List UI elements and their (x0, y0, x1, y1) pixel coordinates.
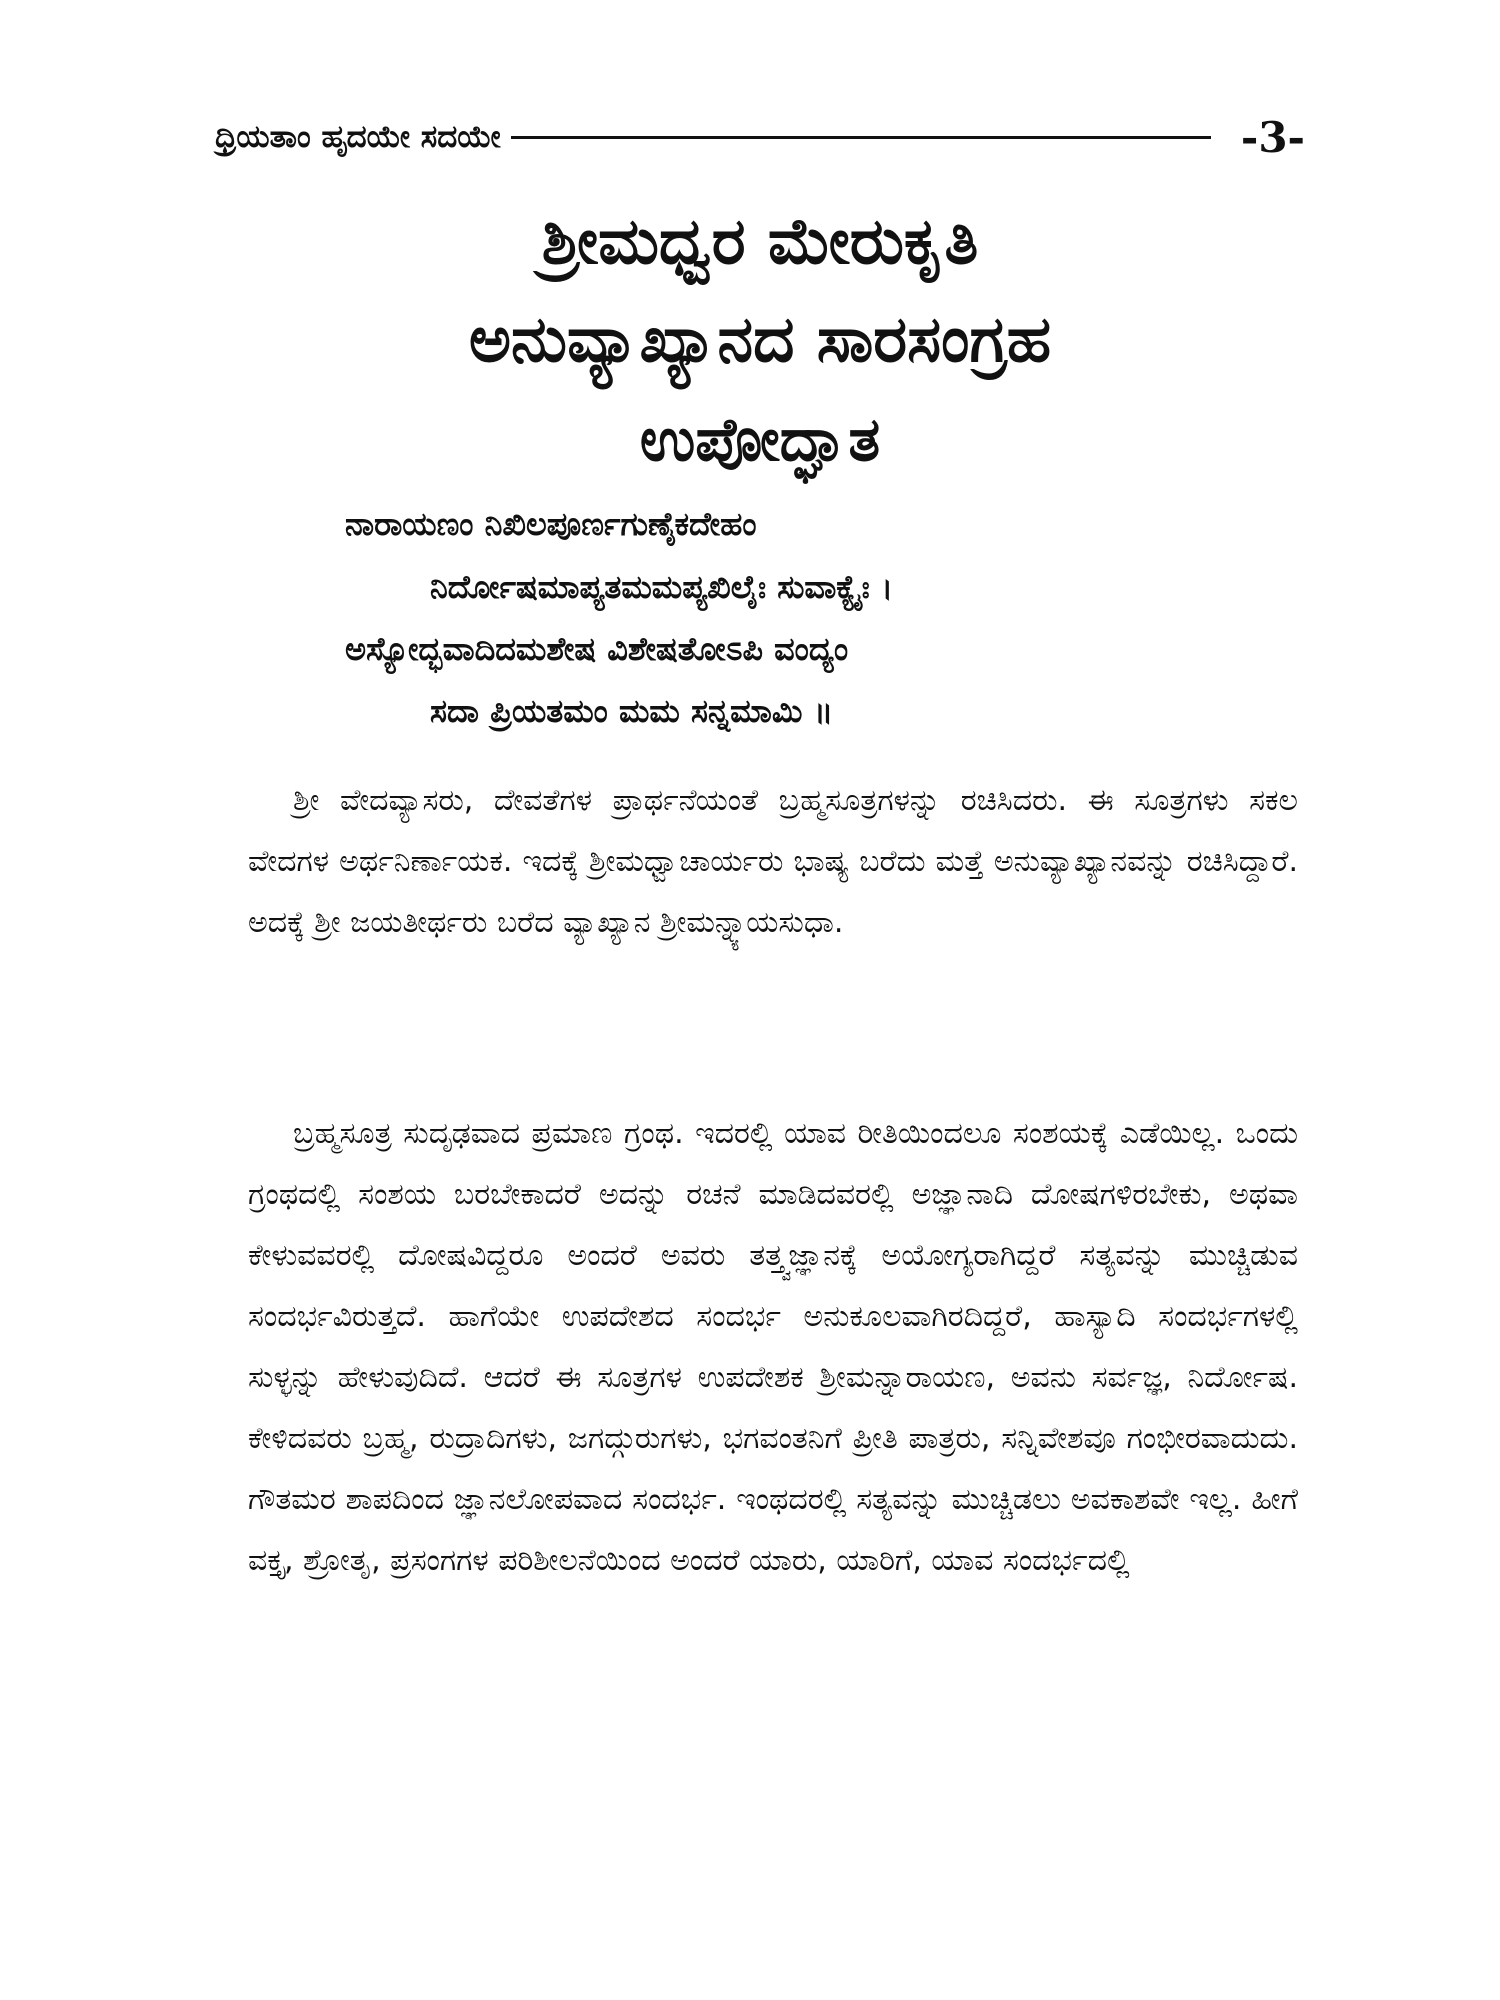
running-header (215, 112, 1305, 162)
header-rule (511, 136, 1211, 139)
verse-line-4: ಸದಾ ಪ್ರಿಯತಮಂ ಮಮ ಸನ್ನಮಾಮಿ ॥ (430, 692, 834, 730)
verse-line-2: ನಿರ್ದೋಷಮಾಪ್ಯತಮಮಪ್ಯಖಿಲೈಃ ಸುವಾಕ್ಯೈಃ । (430, 568, 893, 606)
book-title-line-2: ಅನುವ್ಯಾಖ್ಯಾನದ ಸಾರಸಂಗ್ರಹ (468, 303, 1052, 377)
body-paragraph-1: ಶ್ರೀ ವೇದವ್ಯಾಸರು, ದೇವತೆಗಳ ಪ್ರಾರ್ಥನೆಯಂತೆ ಬ್ರಹ್ಮಸೂತ್ರಗಳನ್ನು ರಚಿಸಿದರು. ಈ ಸೂತ್ರಗಳು ಸಕಲ ವೇದಗಳ ಅರ್ಥನಿರ್ಣಾಯಕ. ಇದಕ್ಕೆ ಶ್ರೀಮಧ್ವಾಚಾರ್ಯರು ಭಾಷ್ಯ ಬರೆದು ಮತ್ತೆ ಅನುವ್ಯಾಖ್ಯಾನವನ್ನು ರಚಿಸಿದ್ದಾರೆ. ಅದಕ್ಕೆ ಶ್ರೀ ಜಯತೀರ್ಥರು ಬರೆದ ವ್ಯಾಖ್ಯಾನ ಶ್ರೀಮನ್ನ್ಯಾಯಸುಧಾ. (248, 783, 1298, 940)
verse-line-3: ಅಸ್ಯೋದ್ಭವಾದಿದಮಶೇಷ ವಿಶೇಷತೋಽಪಿ ವಂದ್ಯಂ (345, 630, 849, 668)
chapter-title: ಉಪೋದ್ಘಾತ (639, 405, 881, 475)
book-title-line-1: ಶ್ರೀಮಧ್ವರ ಮೇರುಕೃತಿ (541, 205, 979, 279)
running-title: ಧ್ರಿಯತಾಂ ಹೃದಯೇ ಸದಯೇ (215, 118, 501, 155)
body-paragraph-2: ಬ್ರಹ್ಮಸೂತ್ರ ಸುದೃಢವಾದ ಪ್ರಮಾಣ ಗ್ರಂಥ. ಇದರಲ್ಲಿ ಯಾವ ರೀತಿಯಿಂದಲೂ ಸಂಶಯಕ್ಕೆ ಎಡೆಯಿಲ್ಲ. ಒಂದು ಗ್ರಂಥದಲ್ಲಿ ಸಂಶಯ ಬರಬೇಕಾದರೆ ಅದನ್ನು ರಚನೆ ಮಾಡಿದವರಲ್ಲಿ ಅಜ್ಞಾನಾದಿ ದೋಷಗಳಿರಬೇಕು, ಅಥವಾ ಕೇಳುವವರಲ್ಲಿ ದೋಷವಿದ್ದರೂ ಅಂದರೆ ಅವರು ತತ್ತ್ವಜ್ಞಾನಕ್ಕೆ ಅಯೋಗ್ಯರಾಗಿದ್ದರೆ ಸತ್ಯವನ್ನು ಮುಚ್ಚಿಡುವ ಸಂದರ್ಭವಿರುತ್ತದೆ. ಹಾಗೆಯೇ ಉಪದೇಶದ ಸಂದರ್ಭ ಅನುಕೂಲವಾಗಿರದಿದ್ದರೆ, ಹಾಸ್ಯಾದಿ ಸಂದರ್ಭಗಳಲ್ಲಿ ಸುಳ್ಳನ್ನು ಹೇಳುವುದಿದೆ. ಆದರೆ ಈ ಸೂತ್ರಗಳ ಉಪದೇಶಕ ಶ್ರೀಮನ್ನಾರಾಯಣ, ಅವನು ಸರ್ವಜ್ಞ, ನಿರ್ದೋಷ. ಕೇಳಿದವರು ಬ್ರಹ್ಮ, ರುದ್ರಾದಿಗಳು, ಜಗದ್ಗುರುಗಳು, ಭಗವಂತನಿಗೆ ಪ್ರೀತಿ ಪಾತ್ರರು, ಸನ್ನಿವೇಶವೂ ಗಂಭೀರವಾದುದು. ಗೌತಮರ ಶಾಪದಿಂದ ಜ್ಞಾನಲೋಪವಾದ ಸಂದರ್ಭ. ಇಂಥದರಲ್ಲಿ ಸತ್ಯವನ್ನು ಮುಚ್ಚಿಡಲು ಅವಕಾಶವೇ ಇಲ್ಲ. ಹೀಗೆ ವಕ್ತೃ, ಶ್ರೋತೃ, ಪ್ರಸಂಗಗಳ ಪರಿಶೀಲನೆಯಿಂದ ಅಂದರೆ ಯಾರು, ಯಾರಿಗೆ, ಯಾವ ಸಂದರ್ಭದಲ್ಲಿ (248, 1116, 1298, 1578)
page-number: -3- (1240, 112, 1305, 162)
verse-line-1: ನಾರಾಯಣಂ ನಿಖಿಲಪೂರ್ಣಗುಣೈಕದೇಹಂ (345, 505, 757, 543)
